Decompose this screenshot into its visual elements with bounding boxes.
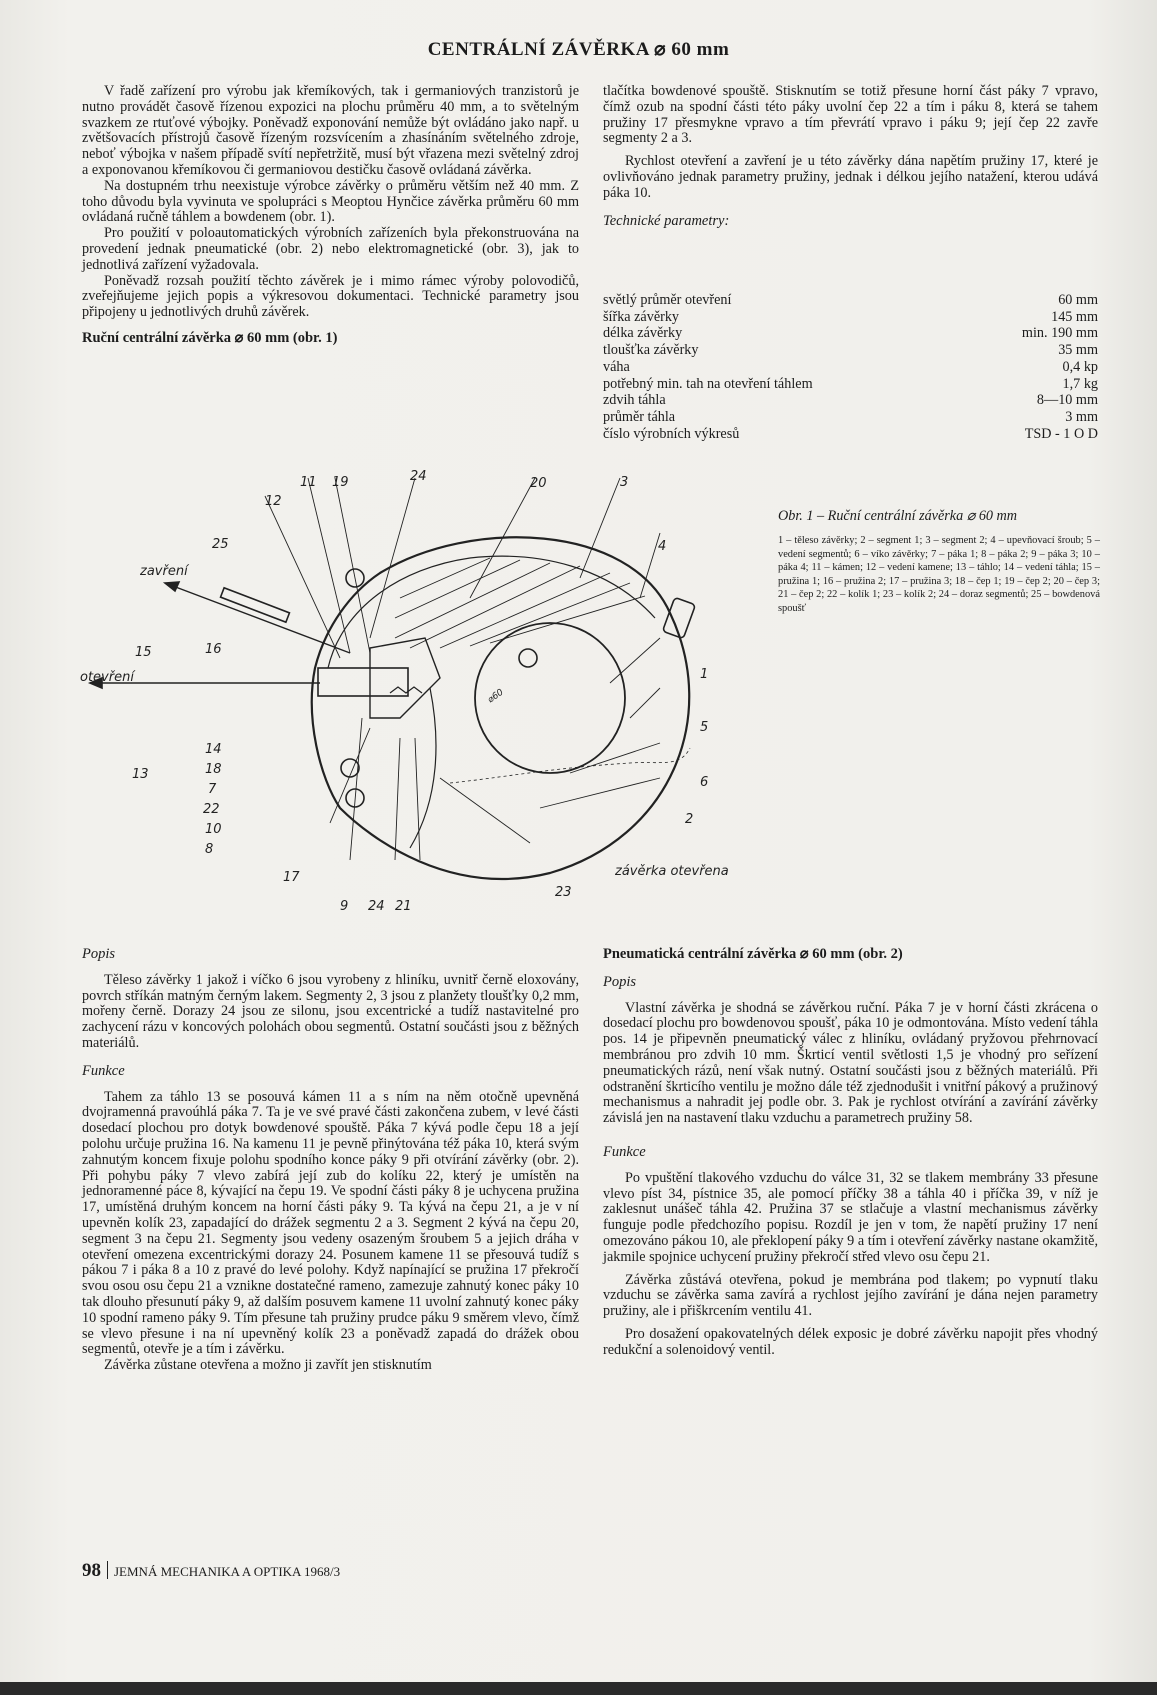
param-value: 1,7 kg (1062, 375, 1098, 392)
param-value: 0,4 kp (1062, 358, 1098, 375)
param-row (603, 292, 1098, 309)
left-lower-column (82, 947, 579, 1374)
left-intro-column (82, 84, 579, 347)
part-number-label: 13 (132, 767, 149, 782)
page-number: 98 (82, 1560, 101, 1581)
part-number-label: 20 (530, 476, 547, 491)
param-label: průměr táhla (603, 408, 676, 425)
section-line (450, 748, 690, 783)
funkce-paragraph: Po vpuštění tlakového vzduchu do válce 31, 32 se tlakem membrány 33 přesune vlevo píst 34, pístnice 35, ale pomocí příčky 38 a táhla 40 i příčka 39, v níž je zaklesnut unášeč táhla 42. Pružina 37 se stlačuje a vlastní mechanismus závěrky funguje podle předchozího popisu. Rozdíl je jen v tom, že napětí pružiny 17 není omezováno pákou 10, ale překlopení páky 9 a tím i otevření závěrky nastane okamžitě, jakmile spojnice uchycení pružiny překročí střed vlevo osu čepu 21. (603, 1169, 1098, 1265)
page-footer (82, 1560, 340, 1582)
tech-params-table (603, 292, 1098, 442)
part-number-label: 18 (205, 762, 222, 777)
popis-paragraph: Těleso závěrky 1 jakož i víčko 6 jsou vyrobeny z hliníku, uvnitř černě eloxovány, povrch stříkán matným černým lakem. Segmenty 2, 3 jsou z planžety tloušťky 0,2 mm, mořeny černě. Dorazy 24 jsou ze silonu, jsou excentrické a tudíž nastavitelné pro zachycení rázu v koncových polohách obou segmentů. Ostatní součásti jsou z běžných materiálů. (82, 971, 579, 1051)
param-row (603, 359, 1098, 376)
param-row (603, 392, 1098, 409)
param-row (603, 426, 1098, 443)
part-number-label: 6 (700, 775, 709, 790)
param-value: min. 190 mm (1021, 325, 1098, 342)
part-number-label: 8 (205, 842, 214, 857)
part-number-label: 24 (410, 469, 427, 484)
caption-body: 1 – těleso závěrky; 2 – segment 1; 3 – segment 2; 4 – upevňovací šroub; 5 – vedení segmentů; 6 – víko závěrky; 7 – páka 1; 8 – páka 2; 9 – páka 3; 10 – páka 4; 11 – kámen; 12 – vedení kamene; 13 – táhlo; 14 – vedení táhla; 15 – pružina 1; 16 – pružina 2; 17 – pružina 3; 18 – čep 1; 19 – čep 2; 20 – čep 3; 21 – čep 2; 22 – kolík 1; 23 – kolík 2; 24 – doraz segmentů; 25 – bowdenová spoušť (778, 535, 1100, 614)
figure-caption (778, 508, 1100, 616)
param-row (603, 342, 1098, 359)
param-value: 8—10 mm (1036, 392, 1098, 409)
part-number-label: 10 (205, 822, 222, 837)
right-lower-column (603, 947, 1098, 1359)
tech-params-heading: Technické parametry: (603, 212, 730, 229)
param-label: šířka závěrky (603, 308, 680, 325)
part-number-label: 12 (265, 494, 282, 509)
part-number-label: 7 (208, 782, 217, 797)
funkce-paragraph: Závěrka zůstane otevřena a možno ji zavřít jen stisknutím (104, 1357, 432, 1374)
param-row (603, 325, 1098, 342)
leader-lines (265, 478, 660, 860)
lever-mechanism (370, 638, 440, 718)
footer-divider (107, 1561, 108, 1579)
param-value: TSD - 1 O D (1024, 425, 1098, 442)
param-value: 60 mm (1058, 292, 1098, 308)
arrow-up-left-icon (165, 582, 179, 591)
intro-paragraph: tlačítka bowdenové spouště. Stisknutím se totiž přesune horní část páky 7 vpravo, čímž ozub na spodní části této páky uvolní čep 22 a tím i páku 8, která se tahem pružiny 17 přesmykne vpravo a tím převrátí vpravo i páku 9; její čep 22 zavře segmenty 2 a 3. (603, 83, 1098, 147)
intro-paragraph: Poněvadž rozsah použití těchto závěrek je i mimo rámec výroby polovodičů, zveřejňujeme jejich popis a výkresovou dokumentaci. Technické parametry jsou připojeny u jednotlivých druhů závěrek. (82, 272, 579, 321)
caption-title: Obr. 1 – Ruční centrální závěrka ⌀ 60 mm (778, 508, 1018, 524)
param-row (603, 309, 1098, 326)
param-label: zdvih táhla (603, 392, 666, 409)
bowden-cable (165, 583, 350, 653)
part-number-label: 4 (658, 539, 667, 554)
popis-paragraph: Vlastní závěrka je shodná se závěrkou ruční. Páka 7 je v horní části zkrácena o dosedací plochu pro bowdenovou spoušť, páka 10 je odmontována. Místo vedení táhla pos. 14 je připevněn pneumatický válec z hliníku, ovládaný pryžovou přehrnovací membránou pro zdvih 10 mm. Škrticí ventil světlosti 1,5 je vhodný pro seřízení pneumatických rázů, není však nutný. Ostatní součásti jsou z běžných materiálů. Při odstranění škrticího ventilu je možno dále též zjednodušit i vnitřní pákový a pružinový mechanismus a nahradit jej podle obr. 3. Pak je rychlost otvírání a zavírání závěrky závislá jen na nastavení tlaku vzduchu a parametrech pružiny 58. (603, 999, 1098, 1127)
funkce-heading: Funkce (603, 1143, 646, 1160)
popis-heading: Popis (603, 973, 637, 990)
section-heading-manual: Ruční centrální závěrka ⌀ 60 mm (obr. 1) (82, 329, 338, 346)
part-number-label: 16 (205, 642, 222, 657)
screw-icon (341, 759, 359, 777)
lever-9 (410, 688, 436, 848)
popis-heading: Popis (82, 946, 116, 962)
label-zavreni: zavření (140, 564, 188, 579)
param-label: číslo výrobních výkresů (603, 425, 740, 442)
part-number-label: 5 (700, 720, 709, 735)
part-number-label: 15 (135, 645, 152, 660)
funkce-paragraph: Závěrka zůstává otevřena, pokud je membrána pod tlakem; po vypnutí tlaku vzduchu se závěrka sama zavírá a rychlost jejího zavírání je dána nejen parametry pružiny, ale i přiškrcením ventilu 41. (603, 1271, 1098, 1320)
param-value: 145 mm (1051, 308, 1098, 325)
spring (390, 687, 422, 693)
part-number-label: 2 (685, 812, 694, 827)
param-row (603, 376, 1098, 393)
funkce-heading: Funkce (82, 1062, 125, 1079)
param-label: potřebný min. tah na otevření táhlem (603, 375, 813, 392)
part-number-label: 17 (283, 870, 300, 885)
part-number-label: 14 (205, 742, 222, 757)
param-row (603, 409, 1098, 426)
part-number-label: 19 (332, 475, 349, 490)
funkce-paragraph: Tahem za táhlo 13 se posouvá kámen 11 a s ním na něm otočně upevněná dvojramenná pravoúhlá páka 7. Ta je ve své pravé části zakončena zubem, v levé části dosedací plochou pro dotyk bowdenové spouště. Páka 7 kývá podle čepu 18 a její polohu určuje pružina 16. Na kamenu 11 je pevně přinýtována též páka 10, která svým zahnutým koncem fixuje polohu spodního konce páky 9 při otvírání závěrky (obr. 2). Při pohybu páky 7 vlevo zabírá její zub do kolíku 22, který je umístěn na jednoramenné páce 8, kývající na čepu 19. Ve spodní části páky 8 je uchycena pružina 17, umístěná druhým koncem na horní části páky 9. Ta kývá na čepu 21, a je v ní upevněn kolík 23, zapadající do drážek segmentu 2 a 3. Segment 2 kývá na čepu 20, segment 3 na čepu 21. Segmenty jsou vedeny osazeným šroubem 5 a jejich dráha v otevření omezena excentrickými dorazy 24. Posunem kamene 11 se přesouvá tudíž s pákou 7 i páka 8 a 10 z pravé do levé polohy. Když napínající se pružina 17 překročí svou osou osu čepu 21 a vznikne dostatečné rameno, zamezuje zahnutý konec páky 10 tak dlouho přesunutí páky 9, až dalším posuvem kamene 11 uvolní zahnutý konec páky 10 spodní rameno páky 9. Tím přesune tah pružiny prudce páku 9 směrem vlevo, čímž se vlevo přesune i na ní upevněný kolík 23 a poněvadž zapadá do drážek obou segmentů, otevře je a tím i závěrku. (82, 1088, 579, 1358)
stone-guide (318, 668, 408, 696)
param-label: váha (603, 358, 630, 375)
param-value: 3 mm (1065, 408, 1098, 425)
right-intro-column (603, 84, 1098, 239)
part-number-label: 21 (395, 899, 412, 914)
intro-paragraph: Pro použití v poloautomatických výrobních zařízeních byla překonstruována na provedení jednak pneumatické (obr. 2) nebo elektromagnetické (obr. 3), jak to jednotlivá zařízení vyžadovala. (82, 225, 579, 273)
label-zaverka-otevrena: závěrka otevřena (615, 864, 729, 879)
part-number-label: 23 (555, 885, 572, 900)
segment-hatch (395, 558, 645, 648)
scan-edge (0, 1682, 1157, 1695)
param-label: délka závěrky (603, 325, 683, 342)
article-title: CENTRÁLNÍ ZÁVĚRKA ⌀ 60 mm (427, 39, 730, 60)
intro-paragraph: Rychlost otevření a zavření je u této závěrky dána napětím pružiny 17, které je ovlivňováno jednak parametry pružiny, jednak i délkou jejího natažení, kterou udává páka 10. (603, 153, 1098, 201)
part-number-label: 3 (620, 475, 629, 490)
intro-paragraph: Na dostupném trhu neexistuje výrobce závěrky o průměru větším než 40 mm. Z toho důvodu byla vyvinuta ve spolupráci s Meoptou Hynčice závěrka průměru 60 mm ovládaná ručně táhlem a bowdenem (obr. 1). (82, 177, 579, 226)
param-label: tloušťka závěrky (603, 342, 699, 359)
label-otevreni: otevření (80, 670, 134, 685)
part-number-label: 9 (340, 899, 349, 914)
screw-icon (519, 649, 537, 667)
intro-paragraph: V řadě zařízení pro výrobu jak křemíkových, tak i germaniových tranzistorů je nutno provádět časově řízenou expozici na plochu průměru 40 mm, a to světelným svazkem ze rtuťové výbojky. Poněvadž exponování nemůže být ovládáno jako např. u zvětšovacích přístrojů časově řízeným rozsvícením a zhasínáním světelného zdroje, neboť výbojka v našem případě svítí nepřetržitě, musí být vřazena mezi světelný zdroj a exponovanou křemíkovou či germaniovou destičku časově ovládaná závěrka. (82, 83, 579, 178)
part-number-label: 25 (212, 537, 229, 552)
section-heading-pneumatic: Pneumatická centrální závěrka ⌀ 60 mm (obr. 2) (603, 946, 903, 962)
part-number-label: 24 (368, 899, 385, 914)
diameter-label: ⌀60 (485, 687, 506, 706)
part-number-label: 1 (700, 667, 709, 682)
param-value: 35 mm (1058, 342, 1098, 359)
journal-name: JEMNÁ MECHANIKA A OPTIKA 1968/3 (114, 1564, 341, 1579)
shutter-drawing (70, 469, 770, 918)
param-label: světlý průměr otevření (603, 292, 732, 308)
shutter-body-outline (312, 537, 689, 879)
part-number-label: 11 (300, 475, 317, 490)
funkce-paragraph: Pro dosažení opakovatelných délek exposic je dobré závěrku napojit přes vhodný redukční a solenoidový ventil. (603, 1325, 1098, 1358)
part-number-label: 22 (203, 802, 220, 817)
